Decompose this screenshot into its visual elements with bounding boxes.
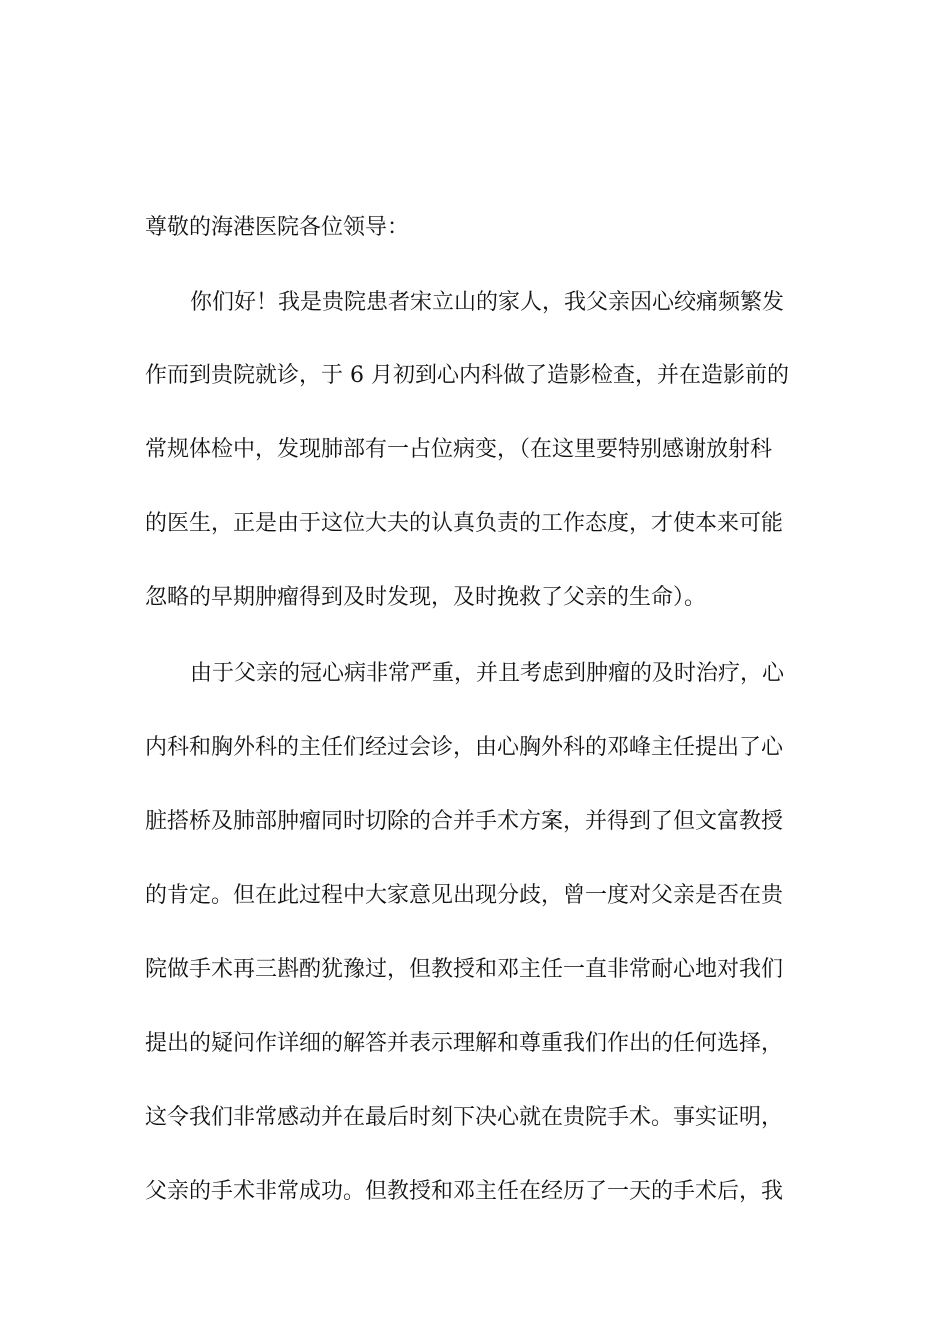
paragraph-1-line-5: 忽略的早期肿瘤得到及时发现，及时挽救了父亲的生命）。 (145, 585, 707, 610)
paragraph-2-line-2: 内科和胸外科的主任们经过会诊，由心胸外科的邓峰主任提出了心 (145, 735, 784, 760)
paragraph-1-line-1: 你们好！我是贵院患者宋立山的家人，我父亲因心绞痛频繁发 (190, 290, 785, 315)
salutation: 尊敬的海港医院各位领导： (145, 215, 410, 240)
paragraph-1-line-3: 常规体检中，发现肺部有一占位病变，（在这里要特别感谢放射科 (145, 437, 773, 462)
paragraph-1-line-4: 的医生，正是由于这位大夫的认真负责的工作态度，才使本来可能 (145, 511, 784, 536)
paragraph-2-line-4: 的肯定。但在此过程中大家意见出现分歧，曾一度对父亲是否在贵 (145, 883, 784, 908)
paragraph-2-line-1: 由于父亲的冠心病非常严重，并且考虑到肿瘤的及时治疗，心 (190, 661, 785, 686)
paragraph-2-line-7: 这令我们非常感动并在最后时刻下决心就在贵院手术。事实证明， (145, 1105, 784, 1130)
paragraph-2-line-8: 父亲的手术非常成功。但教授和邓主任在经历了一天的手术后，我 (145, 1179, 784, 1204)
paragraph-2-line-6: 提出的疑问作详细的解答并表示理解和尊重我们作出的任何选择， (145, 1031, 784, 1056)
paragraph-2-line-5: 院做手术再三斟酌犹豫过，但教授和邓主任一直非常耐心地对我们 (145, 957, 784, 982)
paragraph-1-line-2: 作而到贵院就诊，于 6 月初到心内科做了造影检查，并在造影前的 (145, 363, 789, 388)
paragraph-2-line-3: 脏搭桥及肺部肿瘤同时切除的合并手术方案，并得到了但文富教授 (145, 809, 784, 834)
